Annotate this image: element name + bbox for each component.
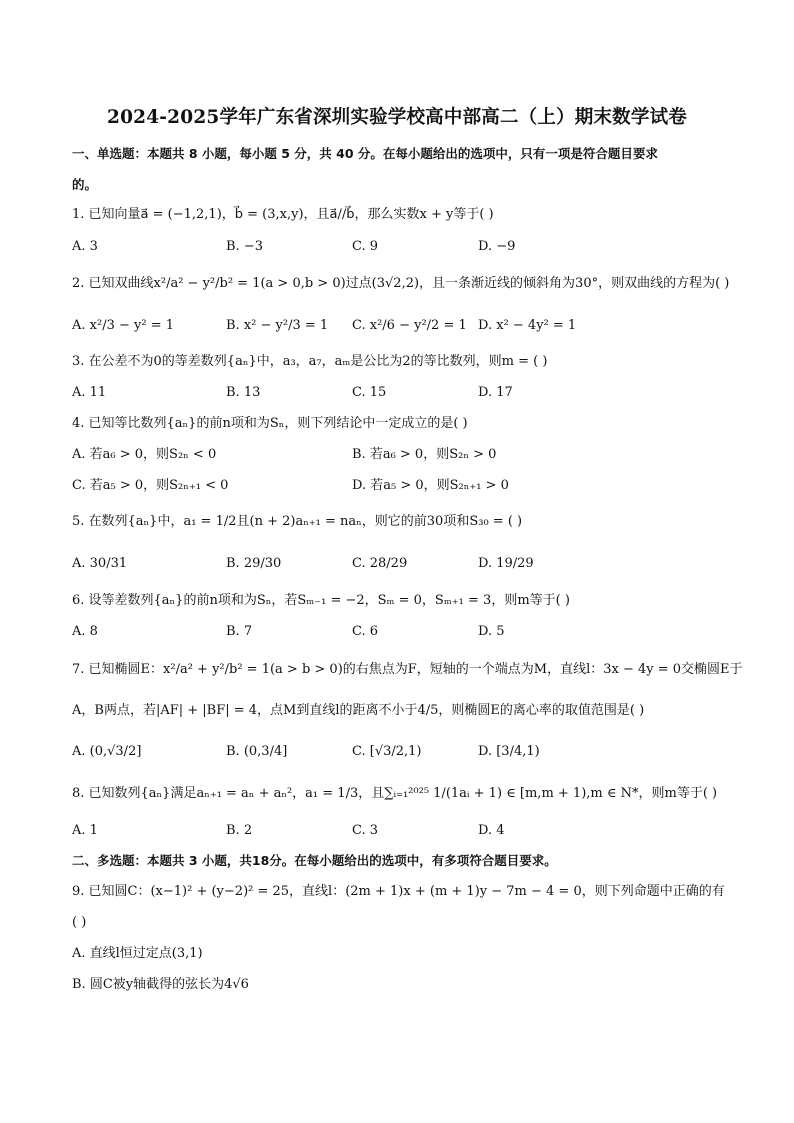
q2-option-c[interactable]: C. x²/6 − y²/2 = 1 [352, 318, 467, 333]
q5-option-a[interactable]: A. 30/31 [72, 556, 128, 571]
section-2-heading: 二、多选题：本题共 3 小题，共18分。在每小题给出的选项中，有多项符合题目要求。 [72, 853, 557, 868]
question-9-stem-cont: ( ) [72, 915, 87, 930]
q5-option-d[interactable]: D. 19/29 [478, 556, 534, 571]
section-1-heading: 一、单选题：本题共 8 小题，每小题 5 分，共 40 分。在每小题给出的选项中，只有一项是符合题目要求 [72, 146, 658, 161]
q5-option-b[interactable]: B. 29/30 [226, 556, 282, 571]
q3-option-d[interactable]: D. 17 [478, 385, 513, 400]
q6-option-d[interactable]: D. 5 [478, 624, 505, 639]
question-6-stem: 6. 设等差数列{aₙ}的前n项和为Sₙ，若Sₘ₋₁ = −2，Sₘ = 0，Sₘ₊₁ = 3，则m等于( ) [72, 593, 570, 608]
q2-option-a[interactable]: A. x²/3 − y² = 1 [72, 318, 174, 333]
q2-option-d[interactable]: D. x² − 4y² = 1 [478, 318, 577, 333]
q9-option-a[interactable]: A. 直线l恒过定点(3,1) [72, 946, 203, 961]
q3-option-c[interactable]: C. 15 [352, 385, 387, 400]
q4-option-d[interactable]: D. 若a₅ > 0，则S₂ₙ₊₁ > 0 [352, 478, 509, 493]
q7-option-d[interactable]: D. [3/4,1) [478, 744, 540, 759]
q7-option-b[interactable]: B. (0,3/4] [226, 744, 288, 759]
section-1-heading-cont: 的。 [72, 177, 98, 192]
page-title: 2024-2025学年广东省深圳实验学校高中部高二（上）期末数学试卷 [107, 107, 687, 128]
q6-option-b[interactable]: B. 7 [226, 624, 253, 639]
q3-option-b[interactable]: B. 13 [226, 385, 261, 400]
question-7-stem: 7. 已知椭圆E：x²/a² + y²/b² = 1(a > b > 0)的右焦点为F，短轴的一个端点为M，直线l：3x − 4y = 0交椭圆E于 [72, 662, 743, 677]
q9-option-b[interactable]: B. 圆C被y轴截得的弦长为4√6 [72, 977, 249, 992]
q6-option-a[interactable]: A. 8 [72, 624, 98, 639]
q1-option-c[interactable]: C. 9 [352, 239, 379, 254]
question-5-stem: 5. 在数列{aₙ}中，a₁ = 1/2且(n + 2)aₙ₊₁ = naₙ，则它的前30项和S₃₀ = ( ) [72, 514, 523, 529]
q8-option-b[interactable]: B. 2 [226, 823, 253, 838]
q4-option-a[interactable]: A. 若a₆ > 0，则S₂ₙ < 0 [72, 447, 217, 462]
q6-option-c[interactable]: C. 6 [352, 624, 379, 639]
q8-option-c[interactable]: C. 3 [352, 823, 379, 838]
q1-option-d[interactable]: D. −9 [478, 239, 516, 254]
question-8-stem: 8. 已知数列{aₙ}满足aₙ₊₁ = aₙ + aₙ²，a₁ = 1/3，且∑ᵢ₌₁²⁰²⁵ 1/(1aᵢ + 1) ∈ [m,m + 1),m ∈ N*，则m等于( ) [72, 786, 718, 801]
q8-option-a[interactable]: A. 1 [72, 823, 98, 838]
q8-option-d[interactable]: D. 4 [478, 823, 505, 838]
question-1-stem: 1. 已知向量a⃗ = (−1,2,1)，b⃗ = (3,x,y)，且a⃗//b⃗，那么实数x + y等于( ) [72, 207, 494, 222]
q4-option-c[interactable]: C. 若a₅ > 0，则S₂ₙ₊₁ < 0 [72, 478, 229, 493]
q7-option-a[interactable]: A. (0,√3/2] [72, 744, 142, 759]
question-2-stem: 2. 已知双曲线x²/a² − y²/b² = 1(a > 0,b > 0)过点(3√2,2)，且一条渐近线的倾斜角为30°，则双曲线的方程为( ) [72, 276, 730, 291]
q7-option-c[interactable]: C. [√3/2,1) [352, 744, 422, 759]
q1-option-a[interactable]: A. 3 [72, 239, 98, 254]
q5-option-c[interactable]: C. 28/29 [352, 556, 408, 571]
q3-option-a[interactable]: A. 11 [72, 385, 107, 400]
question-3-stem: 3. 在公差不为0的等差数列{aₙ}中，a₃，a₇，aₘ是公比为2的等比数列，则m = ( ) [72, 354, 548, 369]
q1-option-b[interactable]: B. −3 [226, 239, 263, 254]
q4-option-b[interactable]: B. 若a₆ > 0，则S₂ₙ > 0 [352, 447, 497, 462]
question-4-stem: 4. 已知等比数列{aₙ}的前n项和为Sₙ，则下列结论中一定成立的是( ) [72, 416, 468, 431]
question-9-stem: 9. 已知圆C：(x−1)² + (y−2)² = 25，直线l：(2m + 1)x + (m + 1)y − 7m − 4 = 0，则下列命题中正确的有 [72, 884, 725, 899]
q2-option-b[interactable]: B. x² − y²/3 = 1 [226, 318, 329, 333]
question-7-stem-cont: A，B两点，若|AF| + |BF| = 4，点M到直线l的距离不小于4/5，则椭圆E的离心率的取值范围是( ) [72, 703, 645, 718]
